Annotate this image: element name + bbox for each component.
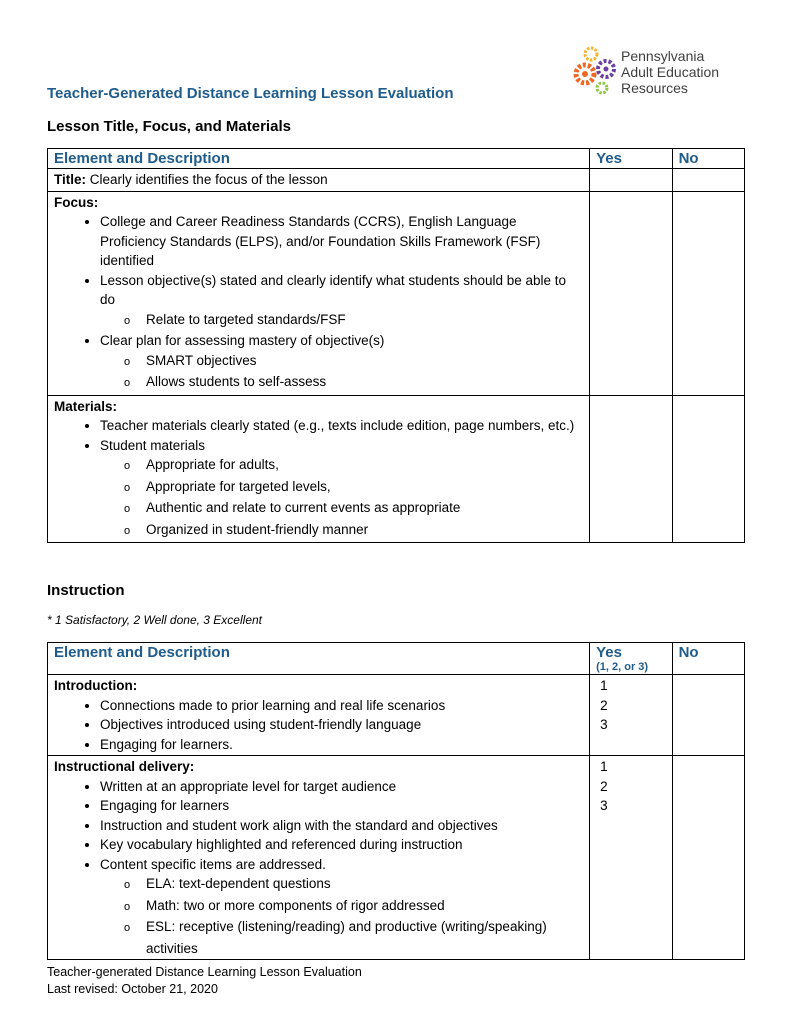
row-label: Title: (54, 172, 87, 187)
list-item: • Key vocabulary highlighted and referenced during instruction (100, 835, 583, 855)
table-row-focus (48, 191, 745, 395)
row-label: Focus: (54, 194, 99, 210)
yes-rating-cell[interactable] (590, 675, 672, 756)
table-header-row (48, 149, 745, 169)
header-element: Element and Description (48, 643, 590, 675)
list-item: • Content specific items are addressed. o ELA: text-dependent questions o Math: two or more components of rigor addressed o ESL: receptive (listening/reading) and productive (writing/speaking) activities (100, 855, 583, 959)
no-cell[interactable] (672, 675, 744, 756)
section-heading-instruction: Instruction (47, 582, 125, 599)
header-no: No (672, 149, 744, 169)
list-item: o Allows students to self-assess (146, 372, 583, 394)
list-item: o Appropriate for adults, (146, 455, 583, 477)
table-header-row (48, 643, 745, 675)
rating-1[interactable]: 1 (600, 678, 608, 693)
header-yes: Yes (590, 149, 672, 169)
document-title: Teacher-Generated Distance Learning Lesson Evaluation (47, 85, 454, 102)
lesson-elements-table (47, 148, 745, 543)
instruction-table (47, 642, 745, 960)
list-item: • Clear plan for assessing mastery of objective(s) o SMART objectives o Allows students to self-assess (100, 331, 583, 394)
page-footer (47, 964, 362, 998)
list-item: o Authentic and relate to current events as appropriate (146, 498, 583, 520)
pa-adult-education-logo (573, 44, 753, 100)
list-item: o Organized in student-friendly manner (146, 520, 583, 542)
row-label: Instructional delivery: (54, 759, 195, 774)
rating-1[interactable]: 1 (600, 759, 608, 774)
list-item: • Lesson objective(s) stated and clearly identify what students should be able to do o Relate to targeted standards/FSF (100, 271, 583, 332)
header-yes: Yes (1, 2, or 3) (590, 643, 672, 675)
list-item: • Engaging for learners (100, 796, 583, 816)
row-label: Introduction: (54, 678, 138, 693)
header-yes-sub: (1, 2, or 3) (596, 661, 649, 673)
logo-line-3: Resources (621, 80, 688, 96)
list-item: o Relate to targeted standards/FSF (146, 310, 583, 332)
list-item: o ESL: receptive (listening/reading) and productive (writing/speaking) activities (146, 917, 583, 958)
list-item: • College and Career Readiness Standards (CCRS), English Language Proficiency Standards (ELPS), and/or Foundation Skills Framework (FSF) identified (100, 212, 583, 271)
gears-icon (573, 44, 619, 100)
logo-line-1: Pennsylvania (621, 48, 705, 64)
list-item: o Appropriate for targeted levels, (146, 477, 583, 499)
list-item: • Connections made to prior learning and real life scenarios (100, 696, 583, 716)
section-heading-lesson: Lesson Title, Focus, and Materials (47, 118, 291, 135)
list-item: • Instruction and student work align with the standard and objectives (100, 816, 583, 836)
header-no: No (672, 643, 744, 675)
rating-note: * 1 Satisfactory, 2 Well done, 3 Excellent (47, 613, 262, 627)
table-row-title (48, 169, 745, 192)
rating-3[interactable]: 3 (600, 798, 608, 813)
logo-line-2: Adult Education (621, 64, 720, 80)
rating-2[interactable]: 2 (600, 697, 608, 713)
yes-cell[interactable] (590, 395, 672, 543)
no-cell[interactable] (672, 395, 744, 543)
list-item: • Engaging for learners. (100, 735, 583, 755)
footer-title: Teacher-generated Distance Learning Lesson Evaluation (47, 965, 362, 979)
table-row-delivery (48, 756, 745, 960)
rating-3[interactable]: 3 (600, 717, 608, 732)
no-cell[interactable] (672, 756, 744, 960)
table-row-introduction (48, 675, 745, 756)
footer-revised: Last revised: October 21, 2020 (47, 982, 218, 996)
row-text: Clearly identifies the focus of the lesson (86, 172, 328, 187)
header-element: Element and Description (48, 149, 590, 169)
list-item: • Written at an appropriate level for target audience (100, 777, 583, 797)
list-item: • Teacher materials clearly stated (e.g., texts include edition, page numbers, etc.) (100, 416, 583, 436)
rating-2[interactable]: 2 (600, 778, 608, 794)
yes-cell[interactable] (590, 169, 672, 192)
yes-rating-cell[interactable] (590, 756, 672, 960)
no-cell[interactable] (672, 191, 744, 395)
list-item: • Student materials o Appropriate for adults, o Appropriate for targeted levels, o Authentic and relate to current events as appropriate o Organized in student-friendly manner (100, 436, 583, 542)
list-item: o Math: two or more components of rigor addressed (146, 896, 583, 918)
list-item: o SMART objectives (146, 351, 583, 373)
yes-cell[interactable] (590, 191, 672, 395)
table-row-materials (48, 395, 745, 543)
no-cell[interactable] (672, 169, 744, 192)
list-item: o ELA: text-dependent questions (146, 874, 583, 896)
list-item: • Objectives introduced using student-friendly language (100, 715, 583, 735)
row-label: Materials: (54, 398, 118, 414)
